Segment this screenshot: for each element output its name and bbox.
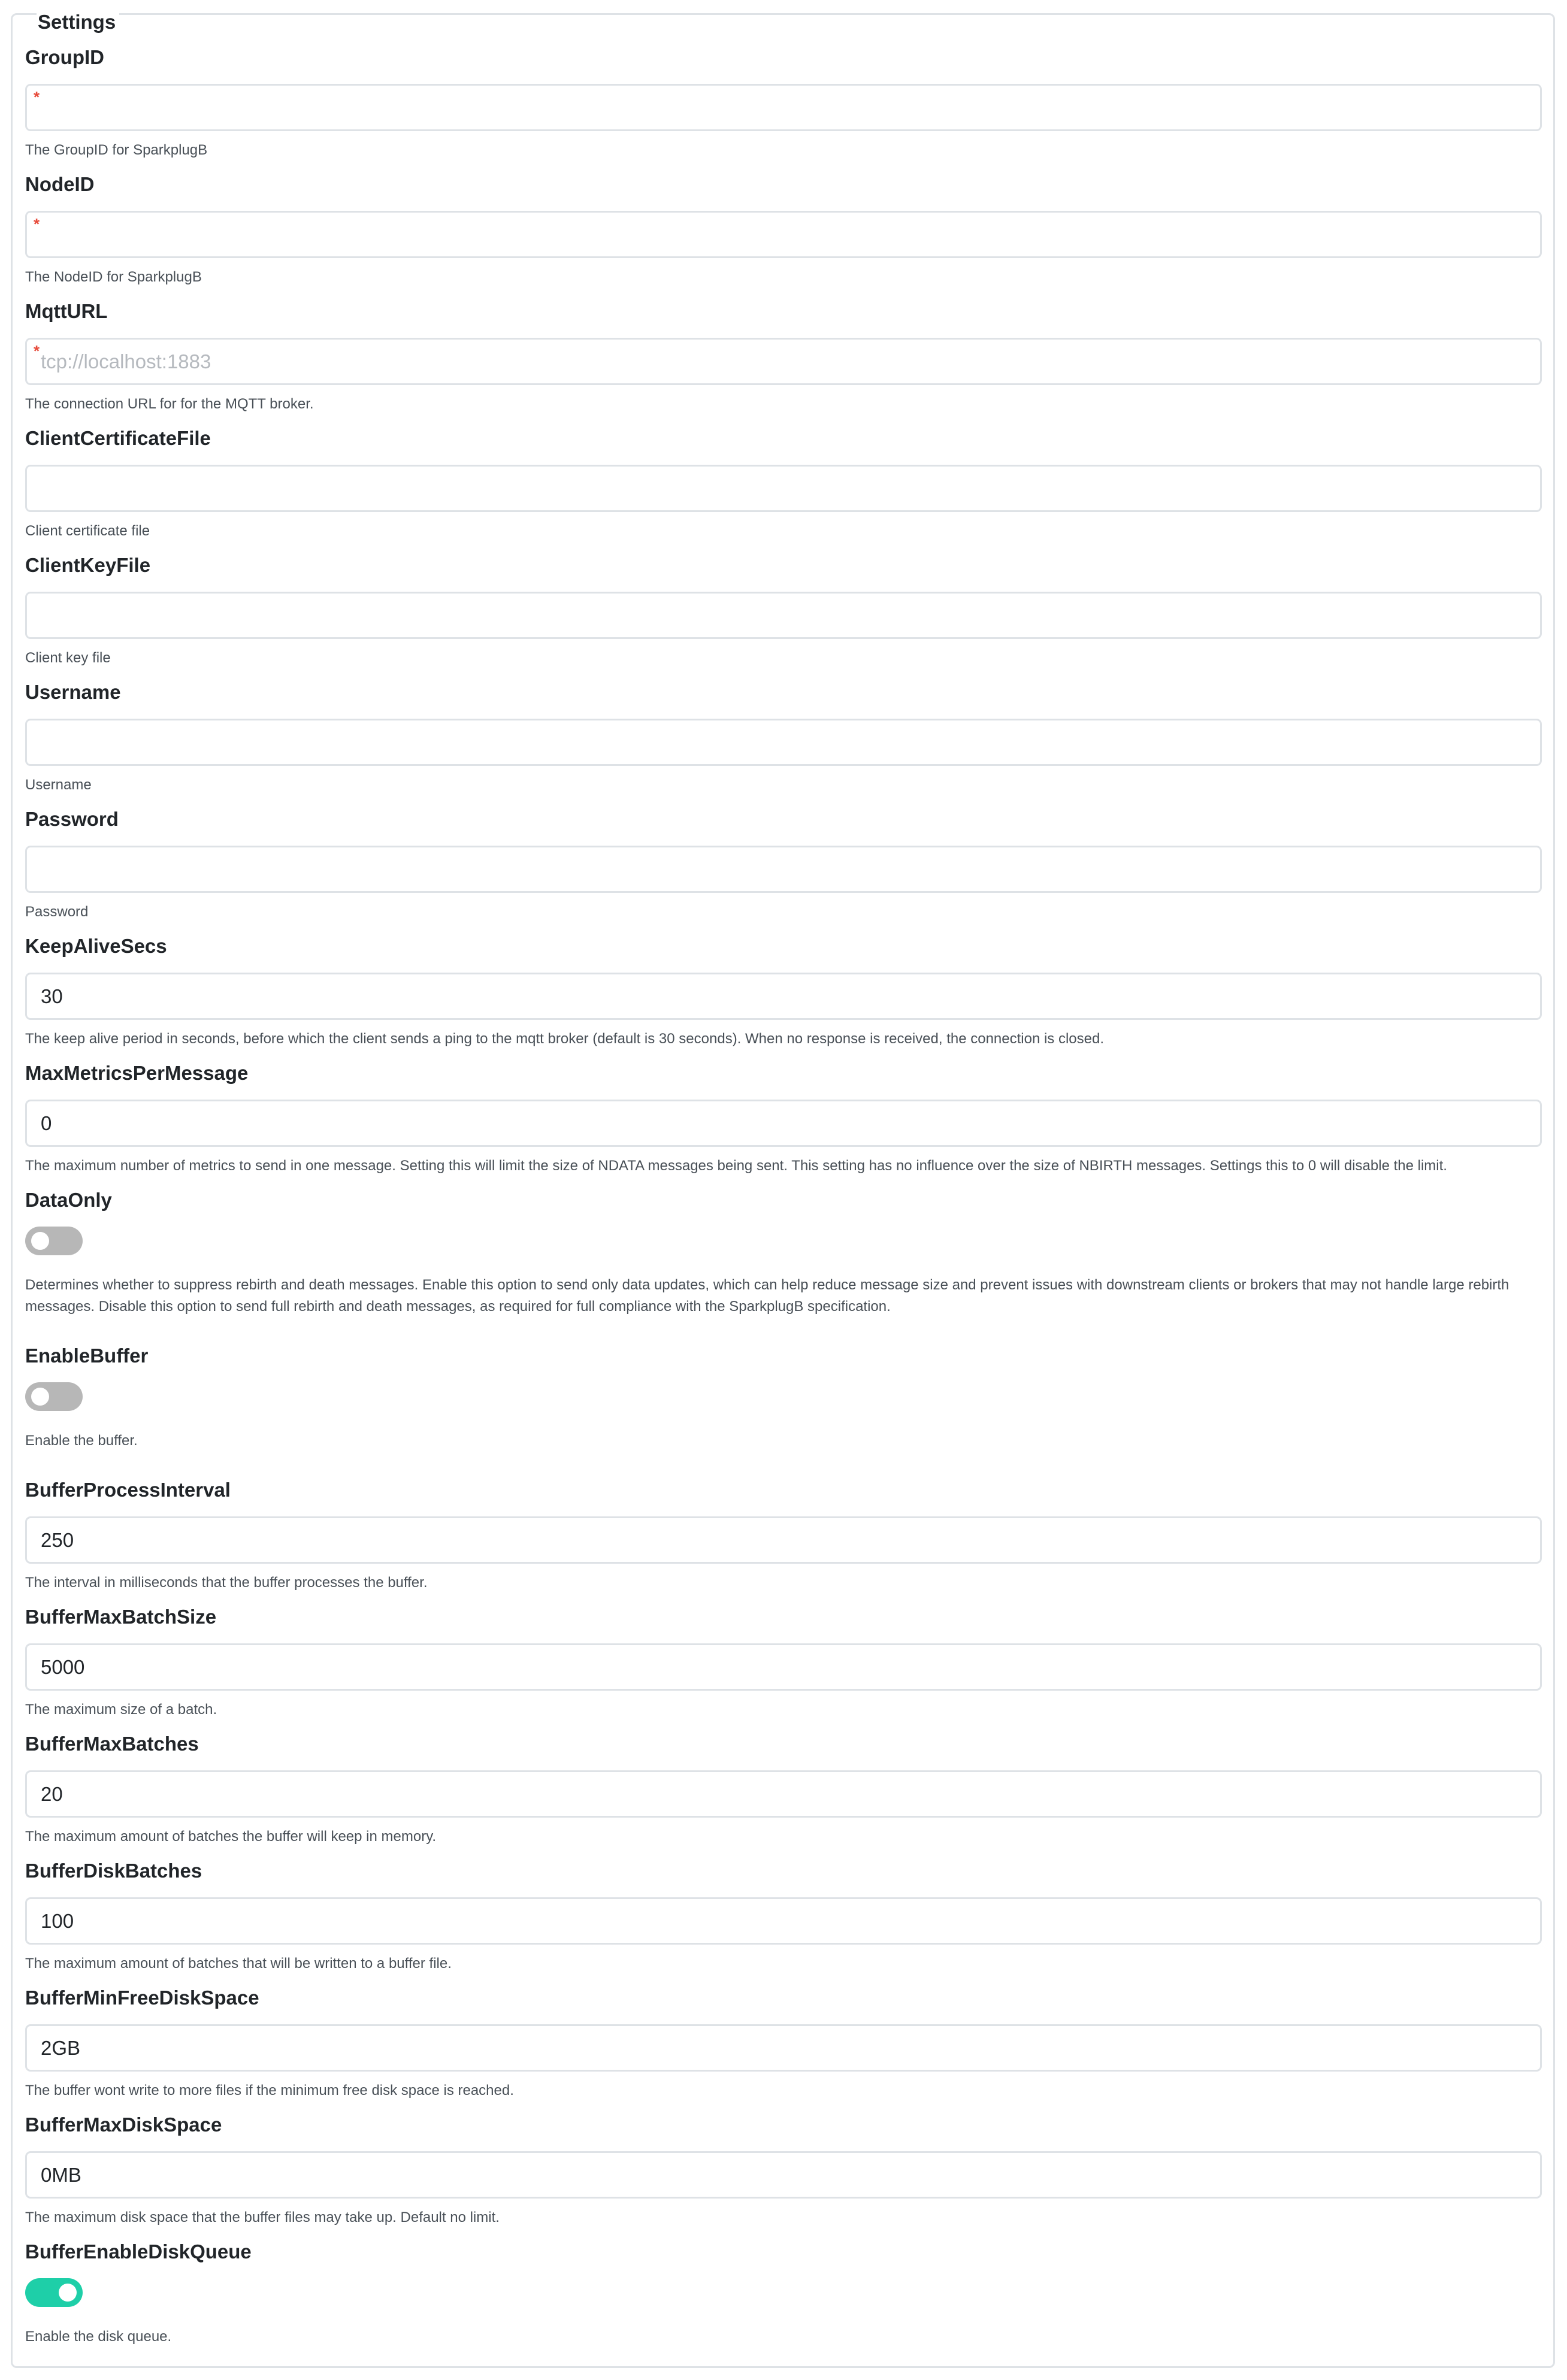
data-only-field — [25, 1188, 1542, 1318]
max-metrics-input[interactable] — [27, 1101, 1540, 1145]
toggle-knob — [31, 1232, 49, 1250]
client-cert-help: Client certificate file — [25, 523, 150, 539]
buffer-max-batches-label: BufferMaxBatches — [25, 1733, 199, 1755]
required-asterisk: * — [34, 88, 40, 106]
settings-legend: Settings — [37, 11, 119, 33]
username-input[interactable] — [27, 720, 1540, 764]
password-help: Password — [25, 904, 89, 920]
buffer-min-free-input[interactable] — [27, 2026, 1540, 2070]
max-metrics-help: The maximum number of metrics to send in one message. Setting this will limit the size of NDATA messages being sent. This setting has no influence over the size of NBIRTH messages. Settings this to 0 will disable the limit. — [25, 1158, 1447, 1174]
buffer-min-free-field — [25, 1986, 1542, 2102]
buffer-interval-help: The interval in milliseconds that the buffer processes the buffer. — [25, 1574, 428, 1591]
mqtt-url-input[interactable] — [27, 340, 1540, 383]
keep-alive-field — [25, 934, 1542, 1050]
client-cert-input-box — [25, 465, 1542, 512]
buffer-min-free-label: BufferMinFreeDiskSpace — [25, 1987, 259, 2009]
node-id-help: The NodeID for SparkplugB — [25, 269, 202, 285]
max-metrics-label: MaxMetricsPerMessage — [25, 1062, 249, 1084]
enable-buffer-field — [25, 1344, 1542, 1452]
buffer-disk-batches-label: BufferDiskBatches — [25, 1860, 202, 1882]
username-label: Username — [25, 681, 121, 703]
buffer-max-disk-help: The maximum disk space that the buffer files may take up. Default no limit. — [25, 2209, 500, 2225]
password-field — [25, 807, 1542, 923]
client-cert-input[interactable] — [27, 467, 1540, 510]
client-cert-field — [25, 426, 1542, 542]
data-only-help: Determines whether to suppress rebirth and death messages. Enable this option to send only data updates, which can help reduce message size and prevent issues with downstream clients or brokers that may not handle large rebirth messages. Disable this option to send full rebirth and death messages, as required for full compliance with the SparkplugB specification. — [25, 1277, 1509, 1315]
mqtt-url-field — [25, 299, 1542, 415]
enable-buffer-help: Enable the buffer. — [25, 1433, 138, 1449]
password-input-box — [25, 846, 1542, 893]
buffer-disk-batches-input[interactable] — [27, 1899, 1540, 1943]
enable-buffer-label: EnableBuffer — [25, 1345, 149, 1367]
buffer-disk-queue-field — [25, 2240, 1542, 2348]
buffer-batch-size-input-box — [25, 1643, 1542, 1691]
group-id-input-box — [25, 84, 1542, 131]
group-id-help: The GroupID for SparkplugB — [25, 142, 208, 158]
buffer-max-disk-field — [25, 2113, 1542, 2228]
buffer-max-disk-input[interactable] — [27, 2153, 1540, 2197]
buffer-batch-size-field — [25, 1605, 1542, 1721]
buffer-disk-batches-input-box — [25, 1897, 1542, 1945]
buffer-interval-input-box — [25, 1516, 1542, 1564]
username-help: Username — [25, 777, 92, 793]
mqtt-url-input-box — [25, 338, 1542, 385]
password-label: Password — [25, 808, 119, 830]
node-id-input-box — [25, 211, 1542, 258]
keep-alive-help: The keep alive period in seconds, before which the client sends a ping to the mqtt broker (default is 30 seconds). When no response is received, the connection is closed. — [25, 1031, 1105, 1047]
client-key-input-box — [25, 592, 1542, 639]
keep-alive-label: KeepAliveSecs — [25, 935, 167, 957]
mqtt-url-label: MqttURL — [25, 300, 108, 322]
keep-alive-input[interactable] — [27, 974, 1540, 1018]
buffer-max-disk-label: BufferMaxDiskSpace — [25, 2113, 222, 2136]
enable-buffer-toggle[interactable] — [25, 1382, 83, 1411]
buffer-disk-queue-label: BufferEnableDiskQueue — [25, 2240, 252, 2263]
buffer-max-batches-help: The maximum amount of batches the buffer will keep in memory. — [25, 1828, 437, 1845]
buffer-batch-size-input[interactable] — [27, 1645, 1540, 1689]
group-id-input[interactable] — [27, 86, 1540, 129]
buffer-disk-batches-field — [25, 1859, 1542, 1975]
client-key-label: ClientKeyFile — [25, 554, 151, 576]
toggle-knob — [31, 1388, 49, 1406]
buffer-interval-field — [25, 1478, 1542, 1594]
required-asterisk: * — [34, 342, 40, 360]
buffer-interval-input[interactable] — [27, 1518, 1540, 1562]
buffer-min-free-input-box — [25, 2024, 1542, 2072]
group-id-field — [25, 46, 1542, 161]
max-metrics-input-box — [25, 1100, 1542, 1147]
buffer-batch-size-label: BufferMaxBatchSize — [25, 1606, 217, 1628]
buffer-interval-label: BufferProcessInterval — [25, 1479, 231, 1501]
client-key-field — [25, 553, 1542, 669]
node-id-input[interactable] — [27, 213, 1540, 256]
keep-alive-input-box — [25, 973, 1542, 1020]
buffer-max-batches-input[interactable] — [27, 1772, 1540, 1816]
password-input[interactable] — [27, 847, 1540, 891]
buffer-max-disk-input-box — [25, 2151, 1542, 2199]
client-cert-label: ClientCertificateFile — [25, 427, 211, 449]
mqtt-url-help: The connection URL for for the MQTT broker. — [25, 396, 314, 412]
data-only-label: DataOnly — [25, 1189, 112, 1211]
buffer-max-batches-field — [25, 1732, 1542, 1848]
data-only-toggle[interactable] — [25, 1227, 83, 1255]
username-field — [25, 680, 1542, 796]
buffer-disk-queue-help: Enable the disk queue. — [25, 2328, 172, 2345]
buffer-batch-size-help: The maximum size of a batch. — [25, 1701, 217, 1718]
toggle-knob — [59, 2284, 77, 2302]
client-key-help: Client key file — [25, 650, 111, 666]
group-id-label: GroupID — [25, 46, 104, 68]
node-id-field — [25, 172, 1542, 288]
required-asterisk: * — [34, 215, 40, 233]
client-key-input[interactable] — [27, 594, 1540, 637]
node-id-label: NodeID — [25, 173, 95, 195]
buffer-min-free-help: The buffer wont write to more files if the minimum free disk space is reached. — [25, 2082, 514, 2099]
buffer-max-batches-input-box — [25, 1770, 1542, 1818]
buffer-disk-batches-help: The maximum amount of batches that will be written to a buffer file. — [25, 1955, 452, 1972]
max-metrics-field — [25, 1061, 1542, 1177]
username-input-box — [25, 719, 1542, 766]
buffer-disk-queue-toggle[interactable] — [25, 2278, 83, 2307]
